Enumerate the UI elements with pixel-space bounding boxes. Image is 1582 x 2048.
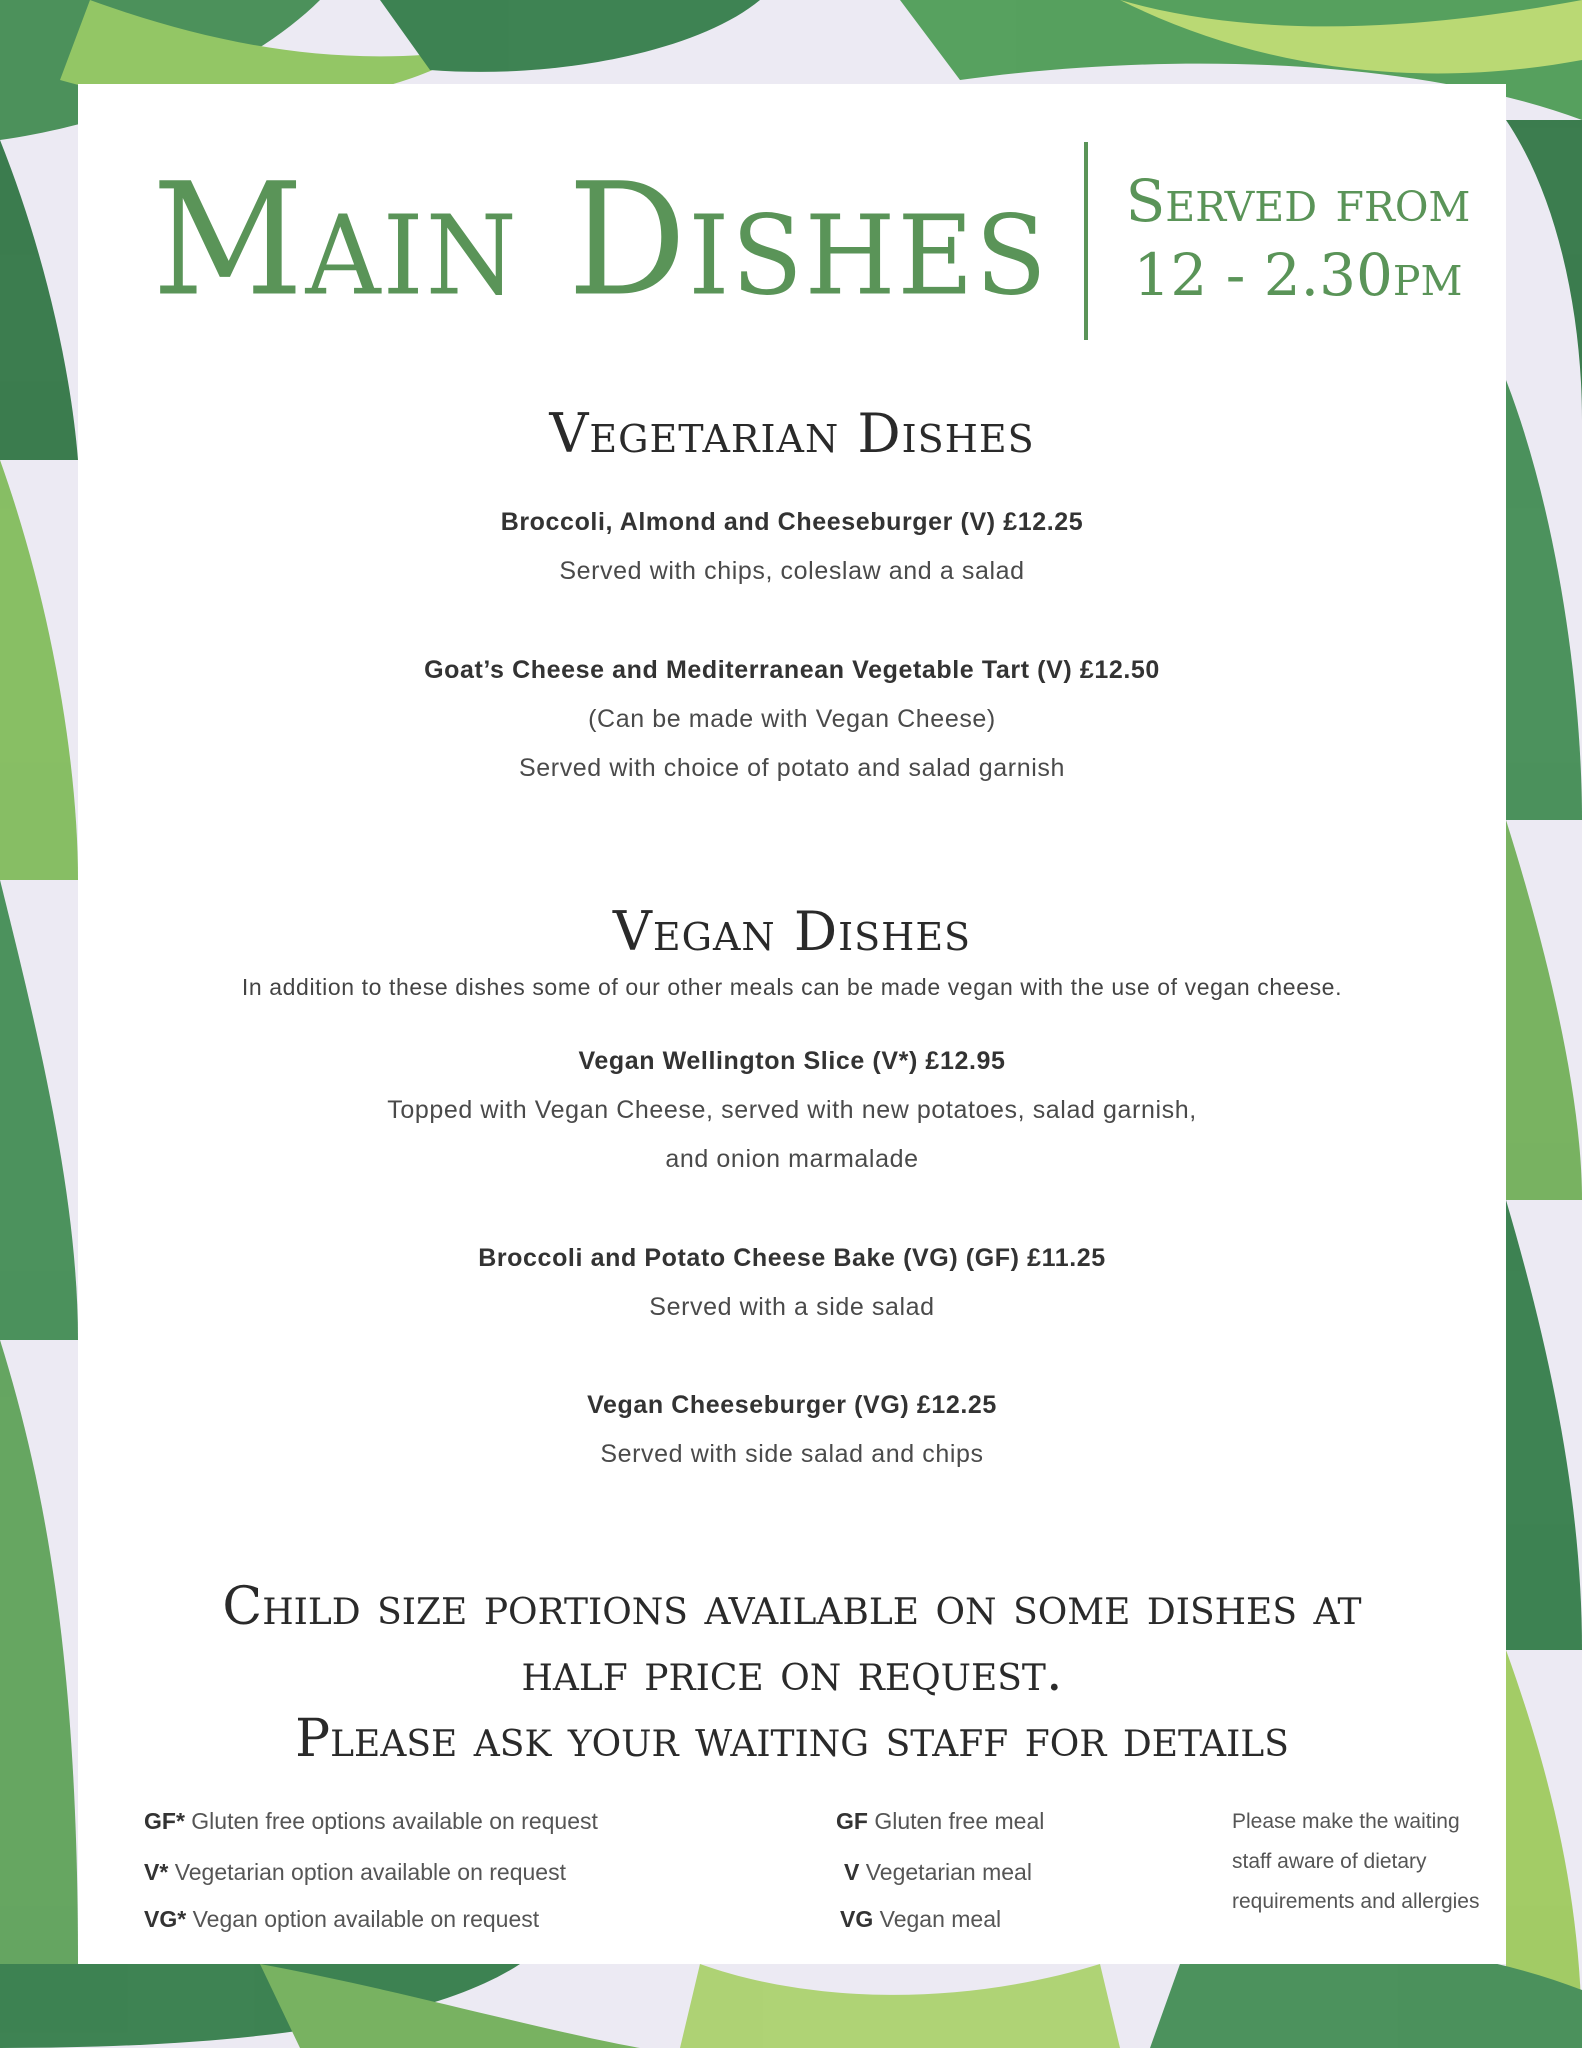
legend-entry: [840, 1906, 1001, 1933]
menu-item-description: and onion marmalade: [665, 1145, 919, 1173]
page-title: Main Dishes: [152, 149, 1049, 331]
menu-item-description: (Can be made with Vegan Cheese): [588, 705, 996, 733]
legend-text: Gluten free meal: [874, 1808, 1045, 1834]
menu-item-name: Vegan Cheeseburger (VG) £12.25: [587, 1391, 997, 1419]
serving-times: [1098, 164, 1498, 312]
child-notice-line: Please ask your waiting staff for details: [295, 1709, 1289, 1769]
allergy-notice: Please make the waiting staff aware of dietary requirements and allergies: [1232, 1810, 1480, 1913]
legend-code: V: [844, 1859, 860, 1885]
legend-text: Gluten free options available on request: [191, 1808, 598, 1834]
vegan-heading: Vegan Dishes: [612, 900, 972, 963]
menu-item-name: Vegan Wellington Slice (V*) £12.95: [578, 1047, 1006, 1075]
menu-item-description: Served with side salad and chips: [600, 1440, 984, 1468]
menu-item-description: Served with a side salad: [649, 1293, 935, 1321]
title-divider: [1084, 142, 1088, 340]
vegetarian-heading: Vegetarian Dishes: [549, 402, 1035, 465]
menu-item-name: Broccoli and Potato Cheese Bake (VG) (GF) £11.25: [478, 1244, 1106, 1272]
legend-entry: [144, 1808, 598, 1835]
serving-times-line1: Served from: [1125, 167, 1471, 235]
legend-code: VG*: [144, 1906, 187, 1932]
legend-text: Vegan meal: [879, 1906, 1002, 1932]
serving-times-line2: 12 - 2.30pm: [1133, 241, 1463, 309]
legend-code: GF*: [144, 1808, 185, 1834]
legend-text: Vegan option available on request: [192, 1906, 540, 1932]
legend-entry: [836, 1808, 1044, 1835]
legend-entry: [144, 1906, 539, 1933]
legend-text: Vegetarian option available on request: [174, 1859, 566, 1885]
menu-item-description: Topped with Vegan Cheese, served with new potatoes, salad garnish,: [387, 1096, 1197, 1124]
menu-item-description: Served with choice of potato and salad garnish: [519, 754, 1065, 782]
menu-item-name: Goat’s Cheese and Mediterranean Vegetable Tart (V) £12.50: [424, 656, 1160, 684]
menu-item-name: Broccoli, Almond and Cheeseburger (V) £12.25: [500, 508, 1084, 536]
child-portions-notice: [78, 1574, 1506, 1772]
legend-text: Vegetarian meal: [865, 1859, 1032, 1885]
legend-entry: [844, 1859, 1032, 1886]
legend-code: VG: [840, 1906, 874, 1932]
child-notice-line: half price on request.: [521, 1643, 1063, 1703]
legend-entry: [144, 1859, 566, 1886]
vegan-note: In addition to these dishes some of our other meals can be made vegan with the use of vegan cheese.: [241, 974, 1343, 1000]
child-notice-line: Child size portions available on some dishes at: [222, 1577, 1362, 1637]
menu-card: [78, 84, 1506, 1964]
legend-code: V*: [144, 1859, 169, 1885]
menu-item-description: Served with chips, coleslaw and a salad: [559, 557, 1025, 585]
legend-code: GF: [836, 1808, 868, 1834]
